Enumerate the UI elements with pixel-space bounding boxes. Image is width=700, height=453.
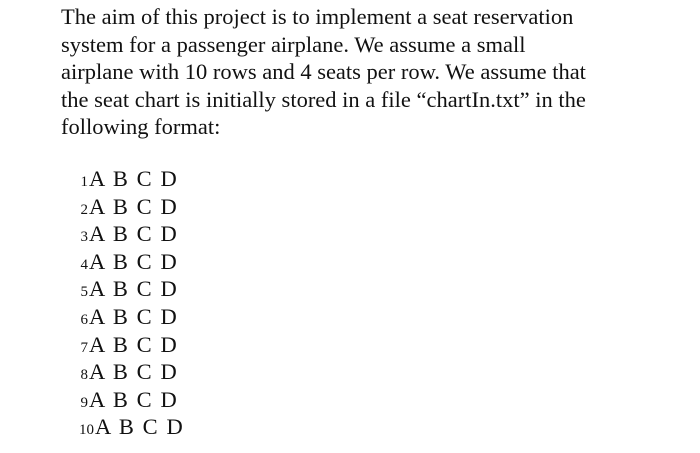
intro-line: the seat chart is initially stored in a file “chartIn.txt” in the: [61, 86, 586, 112]
row-number: 7: [80, 339, 88, 356]
row-number: 2: [80, 201, 88, 218]
seat-row: [76, 304, 183, 332]
row-seats: A B C D: [89, 276, 178, 302]
row-number: 3: [80, 229, 88, 246]
intro-line: airplane with 10 rows and 4 seats per row. We assume that: [61, 59, 586, 85]
seat-row: [76, 166, 183, 194]
row-seats: A B C D: [95, 414, 184, 440]
row-seats: A B C D: [89, 303, 178, 329]
seat-row: [76, 194, 183, 222]
row-seats: A B C D: [89, 193, 178, 219]
intro-line: following format:: [61, 114, 221, 140]
row-seats: A B C D: [89, 331, 178, 357]
row-seats: A B C D: [89, 221, 178, 247]
row-seats: A B C D: [89, 359, 178, 385]
seat-row: [76, 276, 183, 304]
row-number: 6: [80, 311, 88, 328]
row-seats: A B C D: [89, 386, 178, 412]
row-number: 8: [80, 367, 88, 384]
row-number: 10: [79, 422, 94, 439]
intro-line: The aim of this project is to implement a seat reservation: [61, 4, 574, 29]
intro-line: system for a passenger airplane. We assume a small: [61, 31, 526, 57]
row-seats: A B C D: [89, 166, 178, 191]
seat-row: [76, 249, 183, 277]
seat-row: [76, 387, 183, 415]
seat-row: [76, 414, 183, 442]
row-number: 9: [80, 394, 88, 411]
seat-row: [76, 332, 183, 360]
seat-row: [76, 221, 183, 249]
row-seats: A B C D: [89, 248, 178, 274]
row-number: 1: [80, 174, 88, 190]
row-number: 4: [80, 256, 88, 273]
intro-paragraph: [61, 3, 691, 141]
seat-chart: [76, 166, 183, 442]
seat-row: [76, 359, 183, 387]
row-number: 5: [80, 284, 88, 301]
